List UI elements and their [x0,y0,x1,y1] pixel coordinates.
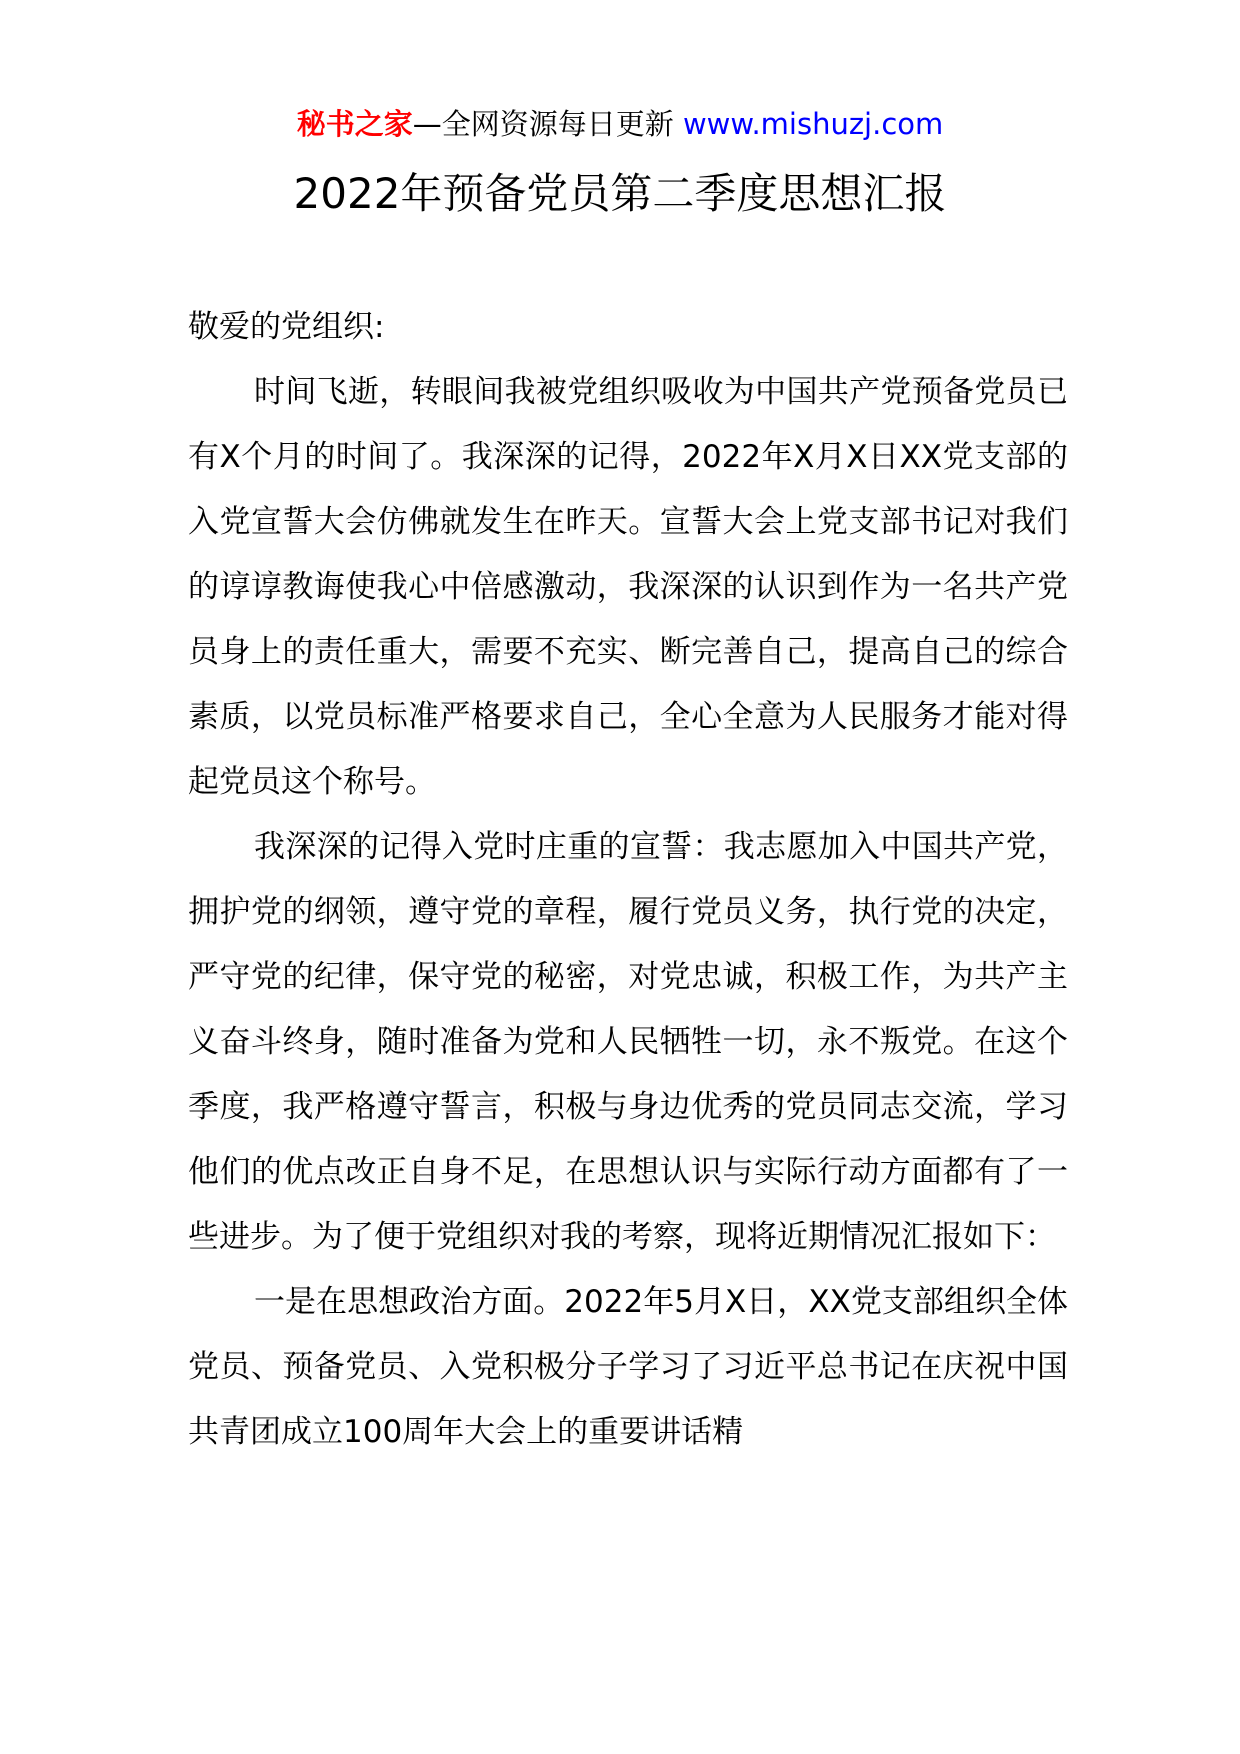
paragraph-2: 我深深的记得入党时庄重的宣誓：我志愿加入中国共产党，拥护党的纲领，遵守党的章程，履行党员义务，执行党的决定，严守党的纪律，保守党的秘密，对党忠诚，积极工作，为共产主义奋斗终身，随时准备为党和人民牺牲一切，永不叛党。在这个季度，我严格遵守誓言，积极与身边优秀的党员同志交流，学习他们的优点改正自身不足，在思想认识与实际行动方面都有了一些进步。为了便于党组织对我的考察，现将近期情况汇报如下： [188,829,1068,1255]
site-header [0,104,1240,144]
document-title: 2022年预备党员第二季度思想汇报 [293,169,947,218]
brand-name: 秘书之家 [296,107,413,141]
header-slogan: —全网资源每日更新 [412,107,674,141]
paragraph-1: 时间飞逝，转眼间我被党组织吸收为中国共产党预备党员已有X个月的时间了。我深深的记得，2022年X月X日XX党支部的入党宣誓大会仿佛就发生在昨天。宣誓大会上党支部书记对我们的谆谆教诲使我心中倍感激动，我深深的认识到作为一名共产党员身上的责任重大，需要不充实、断完善自己，提高自己的综合素质，以党员标准严格要求自己，全心全意为人民服务才能对得起党员这个称号。 [188,374,1068,800]
document-body [188,295,1068,1465]
salutation: 敬爱的党组织: [188,309,385,345]
site-url-link[interactable]: www.mishuzj.com [682,107,944,141]
paragraph-3: 一是在思想政治方面。2022年5月X日，XX党支部组织全体党员、预备党员、入党积极分子学习了习近平总书记在庆祝中国共青团成立100周年大会上的重要讲话精 [188,1284,1068,1450]
